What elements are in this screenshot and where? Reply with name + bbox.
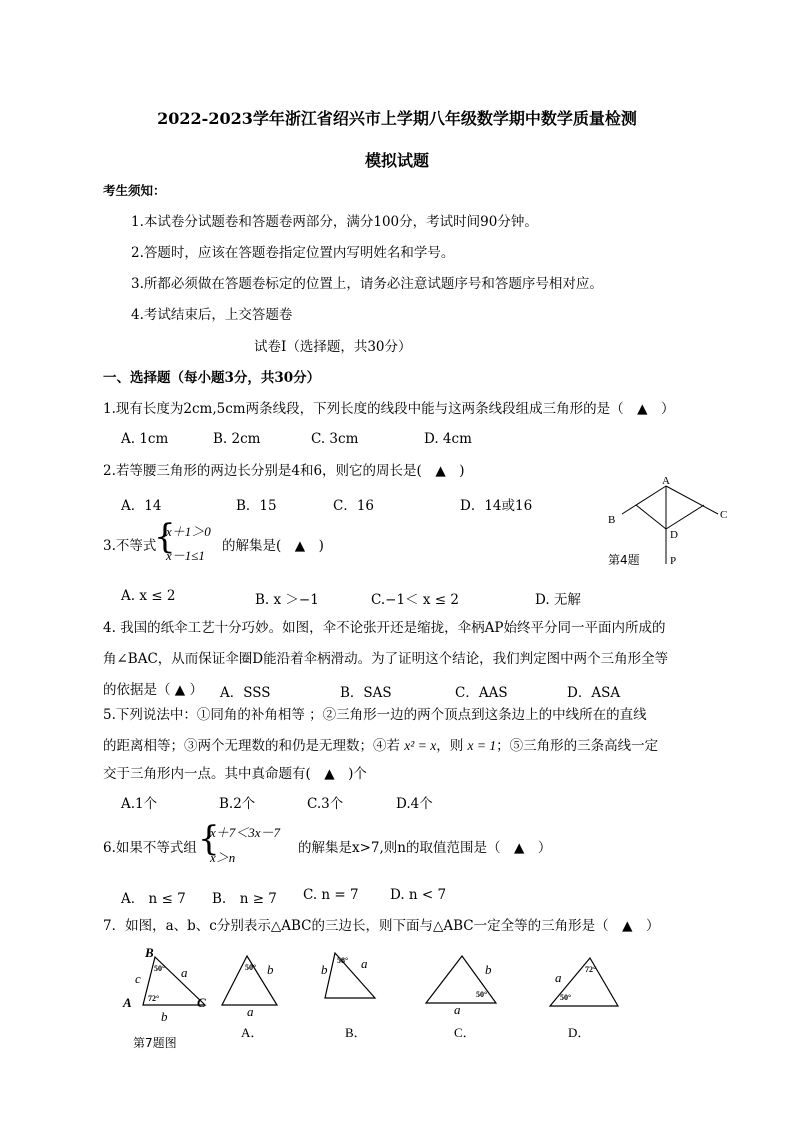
q5-line-2a: 的距离相等；③两个无理数的和仍是无理数；④若: [103, 738, 405, 754]
q7-c-angle: 50°: [476, 990, 488, 999]
q7-c-side-b: b: [485, 962, 492, 977]
q6-option-a: A． n ≤ 7: [121, 891, 186, 907]
section-heading: 一、选择题（每小题3分，共30分）: [103, 370, 321, 386]
q7-c-side-a: a: [454, 1002, 461, 1017]
umbrella-figure: [600, 474, 740, 574]
q6-suffix: 的解集是x>7,则n的取值范围是（ ▲ ）: [298, 840, 552, 856]
q4-line-1: 4. 我国的纸伞工艺十分巧妙。如图，伞不论张开还是缩拢，伞柄AP始终平分同一平面内所成的: [103, 620, 666, 636]
q7-main-label-b: B: [145, 945, 154, 960]
q2-option-b: B．15: [236, 498, 277, 514]
q4-option-d: D．ASA: [567, 685, 621, 701]
q7-a-side-a: a: [247, 1004, 254, 1019]
q7-option-a-triangle: [215, 948, 295, 1048]
q5-line-3: 交于三角形内一点。其中真命题有( ▲ )个: [103, 766, 367, 782]
q2-option-c: C．16: [333, 498, 375, 514]
q6-system-1: x＋7＜3x－7: [210, 825, 281, 840]
q4-option-b: B．SAS: [340, 685, 392, 701]
q5-option-d: D.4个: [396, 796, 433, 812]
q5-line-2: [103, 737, 658, 755]
q4-option-c: C．AAS: [455, 685, 508, 701]
q7-d-side-a: a: [555, 970, 562, 985]
q7-d-angle-1: 72°: [585, 965, 597, 974]
q1-option-b: B. 2cm: [213, 431, 261, 447]
q5-option-c: C.3个: [307, 796, 344, 812]
notice-item-4: 4.考试结束后，上交答题卷: [131, 307, 293, 323]
q7-option-c-triangle: [420, 948, 520, 1048]
q6-system-2: x＞n: [210, 850, 236, 865]
q5-option-a: A.1个: [121, 796, 158, 812]
q7-a-side-b: b: [267, 962, 274, 977]
question-7: 7．如图，a、b、c分别表示△ABC的三边长，则下面与△ABC一定全等的三角形是（ ▲ ）: [103, 918, 660, 934]
q7-option-d-triangle: [540, 948, 640, 1048]
q6-option-b: B. n ≥ 7: [212, 891, 277, 907]
q3-system-2: x－1≤1: [166, 548, 205, 563]
q4-option-a: A．SSS: [220, 685, 271, 701]
q2-option-d: D．14或16: [460, 498, 533, 514]
question-1: 1.现有长度为2cm,5cm两条线段，下列长度的线段中能与这两条线段组成三角形的是（ ▲ ）: [103, 401, 675, 417]
question-2: 2.若等腰三角形的两边长分别是4和6，则它的周长是( ▲ ): [103, 463, 465, 479]
q3-brace: {: [154, 517, 176, 557]
q6-option-c: C. n = 7: [303, 887, 359, 903]
page-subtitle: 模拟试题: [364, 151, 429, 170]
q7-b-angle: 58°: [337, 956, 349, 965]
q5-formula-2: x = 1: [467, 738, 497, 753]
q7-b-side-a: a: [361, 956, 368, 971]
q1-option-d: D. 4cm: [424, 431, 472, 447]
q3-option-a: A. x ≤ 2: [121, 588, 176, 604]
q7-main-side-c: c: [135, 971, 141, 986]
q5-line-1: 5.下列说法中：①同角的补角相等 ；②三角形一边的两个顶点到这条边上的中线所在的直线: [103, 707, 647, 723]
notice-item-1: 1.本试卷分试题卷和答题卷两部分，满分100分，考试时间90分钟。: [131, 214, 538, 230]
q7-c-label: C．: [454, 1025, 476, 1040]
page-title: 2022-2023学年浙江省绍兴市上学期八年级数学期中数学质量检测: [157, 109, 637, 128]
notice-item-2: 2.答题时，应该在答题卷指定位置内写明姓名和学号。: [131, 245, 455, 261]
fig4-label-p: P: [670, 555, 677, 567]
fig4-caption: 第4题: [608, 553, 640, 567]
q7-option-b-triangle: [315, 948, 405, 1048]
fig4-label-c: C: [720, 509, 728, 521]
q5-formula-1: x² = x: [404, 738, 437, 753]
q3-prefix: 3.不等式: [103, 538, 157, 554]
q6-brace: {: [198, 819, 220, 859]
notice-item-3: 3.所都必须做在答题卷标定的位置上，请务必注意试题序号和答题序号相对应。: [131, 276, 603, 292]
q7-d-label: D．: [568, 1025, 591, 1040]
q7-main-side-a: a: [181, 965, 188, 980]
q7-a-angle: 50°: [245, 963, 257, 972]
q7-main-side-b: b: [161, 1009, 168, 1024]
q3-option-d: D. 无解: [535, 592, 581, 608]
q3-suffix: 的解集是( ▲ ): [222, 538, 324, 554]
q4-line-2: 角∠BAC，从而保证伞圈D能沿着伞柄滑动。为了证明这个结论，我们判定图中两个三角形全等: [103, 651, 669, 667]
q5-option-b: B.2个: [219, 796, 256, 812]
q7-main-caption: 第7题图: [133, 1036, 177, 1050]
q7-b-side-b: b: [321, 962, 328, 977]
q7-a-label: A．: [241, 1025, 264, 1040]
q6-option-d: D. n < 7: [390, 887, 447, 903]
q7-main-angle-a: 72°: [148, 994, 160, 1003]
paper-heading: 试卷Ⅰ（选择题，共30分）: [254, 339, 412, 355]
q6-prefix: 6.如果不等式组: [103, 840, 197, 856]
q7-d-angle-2: 50°: [560, 993, 572, 1002]
q7-main-label-a-vertex: A: [123, 995, 132, 1010]
q1-option-c: C. 3cm: [311, 431, 359, 447]
q3-option-b: B. x ＞−1: [255, 592, 319, 608]
q7-main-angle-b: 50°: [154, 964, 166, 973]
q3-system-1: x＋1＞0: [166, 524, 211, 539]
q5-line-2e: ；⑤三角形的三条高线一定: [496, 738, 659, 754]
q2-option-a: A．14: [121, 498, 162, 514]
q3-option-c: C.−1＜ x ≤ 2: [371, 592, 459, 608]
q7-b-label: B．: [345, 1025, 367, 1040]
q1-option-a: A. 1cm: [121, 431, 169, 447]
q5-line-2c: ，则: [436, 738, 468, 754]
fig4-label-b: B: [608, 514, 616, 526]
q4-line-3: 的依据是（ ▲ ）: [103, 682, 203, 698]
notice-heading: 考生须知：: [103, 183, 166, 198]
q7-main-label-c-vertex: C: [197, 995, 206, 1010]
fig4-label-d: D: [670, 529, 678, 541]
fig4-label-a: A: [662, 475, 670, 487]
